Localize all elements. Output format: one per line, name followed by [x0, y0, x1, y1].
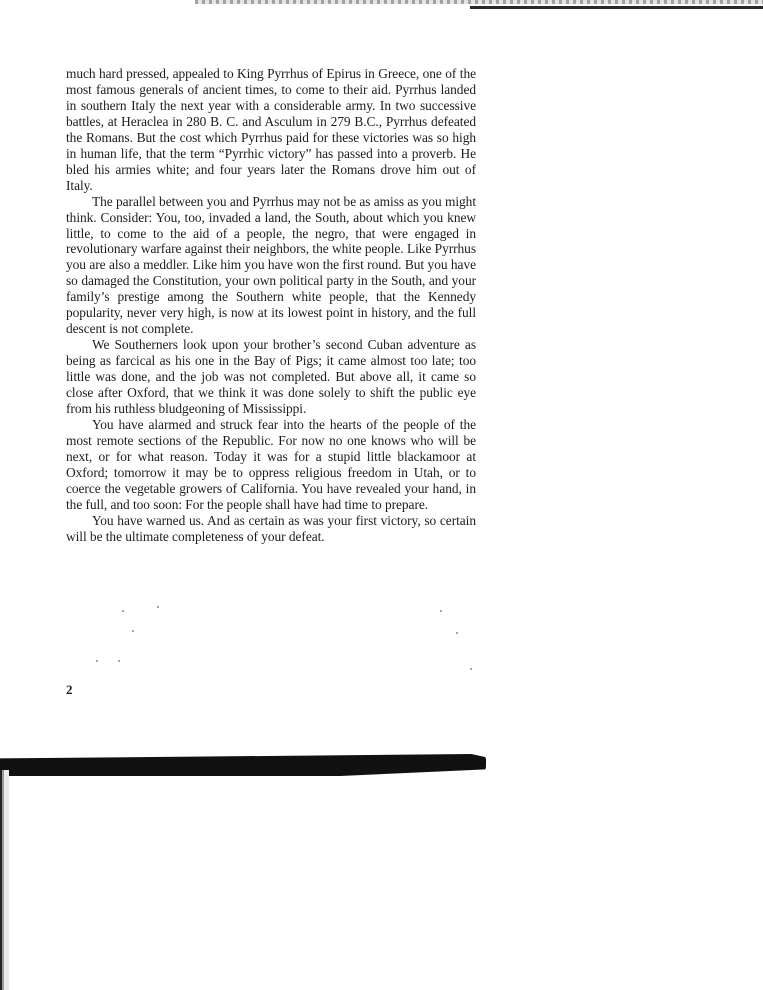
paragraph-alarm: You have alarmed and struck fear into the hearts of the people of the most remote sections of the Republic. For now no one knows who will be next, or for what reason. Today it was for a stupid little blackamoor at Oxford; tomorrow it may be to oppress religious freedom in Utah, or to coerce the vegetable growers of California. You have revealed your hand, in the full, and too soon: For the people shall have had time to prepare. — [66, 416, 476, 512]
page-number: 2 — [66, 682, 73, 697]
paragraph-parallel: The parallel between you and Pyrrhus may not be as amiss as you might think. Consider: You, too, invaded a land, the South, about which you knew little, to come to the aid of a people, the negro, that were engaged in revolutionary warfare against their neighbors, the white people. Like Pyrrhus you are also a meddler. Like him you have won the first round. But you have so damaged the Constitution, your own political party in the South, and your family’s prestige among the Southern white people, that the Kennedy popularity, never very high, is now at its lowest point in history, and the full descent is not complete. — [66, 193, 476, 337]
scan-speck — [118, 660, 120, 662]
document-body — [66, 66, 476, 545]
scan-left-edge — [0, 770, 9, 990]
scan-speck — [456, 632, 458, 634]
scan-top-rule-dotted — [195, 0, 763, 4]
scan-speck — [157, 606, 159, 608]
paragraph-warning: You have warned us. And as certain as was your first victory, so certain will be the ultimate completeness of your defeat. — [66, 512, 476, 544]
paragraph-cuban-adventure: We Southerners look upon your brother’s second Cuban adventure as being as farcical as his one in the Bay of Pigs; it came almost too late; too little was done, and the job was not completed. But above all, it came so close after Oxford, that we think it was done solely to shift the public eye from his ruthless bludgeoning of Mississippi. — [66, 337, 476, 417]
scan-speck — [132, 630, 134, 632]
scan-speck — [122, 610, 124, 612]
scan-black-bar — [0, 754, 486, 776]
scan-speck — [470, 668, 472, 670]
scan-speck — [440, 610, 442, 612]
paragraph-pyrrhus-history: much hard pressed, appealed to King Pyrrhus of Epirus in Greece, one of the most famous generals of ancient times, to come to their aid. Pyrrhus landed in southern Italy the next year with a considerable army. In two successive battles, at Heraclea in 280 B. C. and Asculum in 279 B.C., Pyrrhus defeated the Romans. But the cost which Pyrrhus paid for these victories was so high in human life, that the term “Pyrrhic victory” has passed into a proverb. He bled his armies white; and four years later the Romans drove him out of Italy. — [66, 66, 476, 193]
scan-top-rule-line — [470, 6, 763, 9]
scan-speck — [96, 660, 98, 662]
